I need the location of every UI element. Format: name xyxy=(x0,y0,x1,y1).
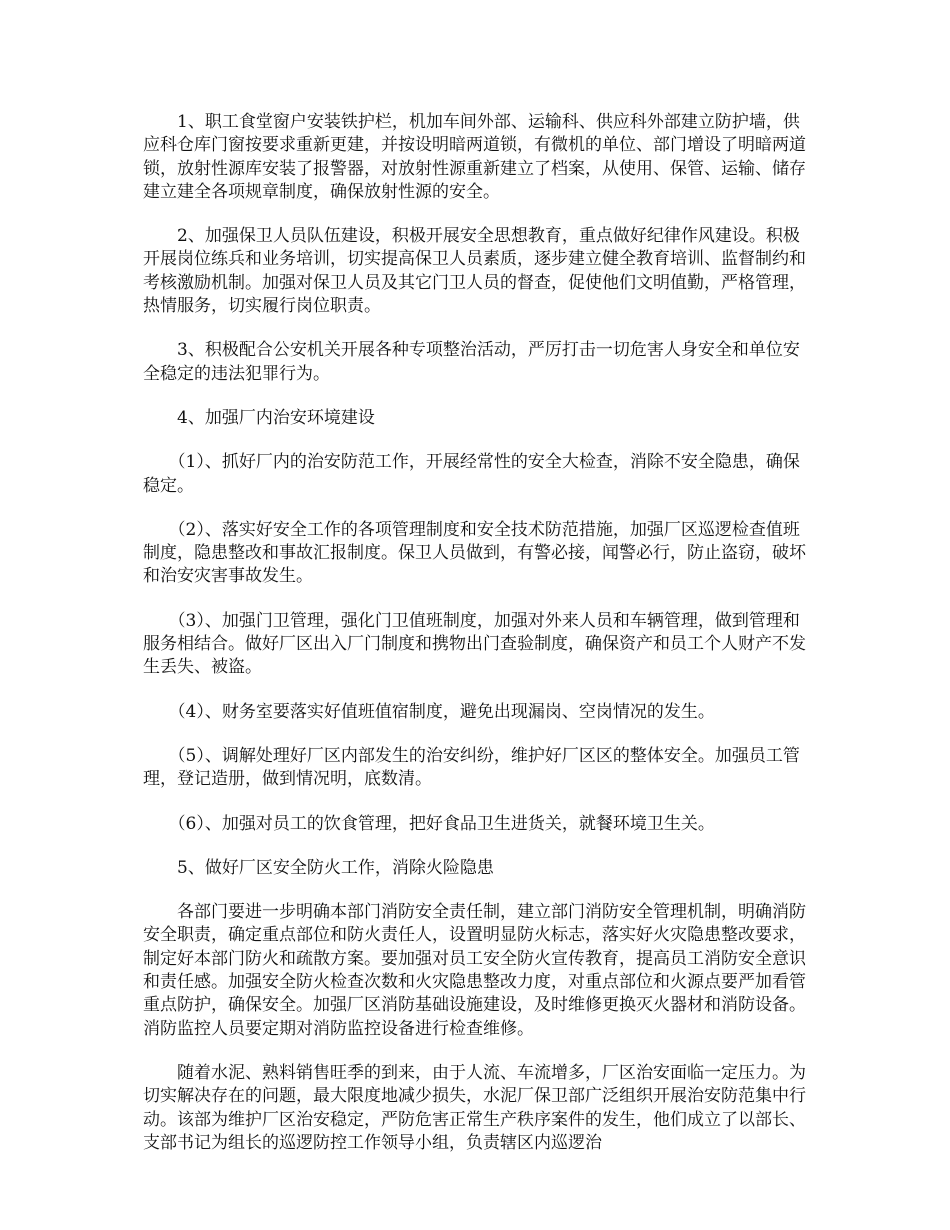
paragraph-1: 1、职工食堂窗户安装铁护栏，机加车间外部、运输科、供应科外部建立防护墙，供应科仓库门窗按要求重新更建，并按设明暗两道锁，有微机的单位、部门增设了明暗两道锁，放射性源库安装了报警器，对放射性源重新建立了档案，从使用、保管、运输、储存建立建全各项规章制度，确保放射性源的安全。 xyxy=(143,112,806,202)
paragraph-fire-safety: 各部门要进一步明确本部门消防安全责任制，建立部门消防安全管理机制，明确消防安全职责，确定重点部位和防火责任人，设置明显防火标志，落实好火灾隐患整改要求，制定好本部门防火和疏散方案。要加强对员工安全防火宣传教育，提高员工消防安全意识和责任感。加强安全防火检查次数和火灾隐患整改力度，对重点部位和火源点要严加看管重点防护，确保安全。加强厂区消防基础设施建设，及时维修更换灭火器材和消防设备。消防监控人员要定期对消防监控设备进行检查维修。 xyxy=(143,902,806,1039)
paragraph-3: 3、积极配合公安机关开展各种专项整治活动，严厉打击一切危害人身安全和单位安全稳定的违法犯罪行为。 xyxy=(143,340,800,384)
paragraph-2: 2、加强保卫人员队伍建设，积极开展安全思想教育，重点做好纪律作风建设。积极开展岗位练兵和业务培训，切实提高保卫人员素质，逐步建立健全教育培训、监督制约和考核激励机制。加强对保卫人员及其它门卫人员的督查，促使他们文明值勤，严格管理，热情服务，切实履行岗位职责。 xyxy=(143,226,806,317)
paragraph-4-3: （3）、加强门卫管理，强化门卫值班制度，加强对外来人员和车辆管理，做到管理和服务相结合。做好厂区出入厂门制度和携物出门查验制度，确保资产和员工个人财产不发生丢失、被盗。 xyxy=(143,610,806,678)
paragraph-patrol: 随着水泥、熟料销售旺季的到来，由于人流、车流增多，厂区治安面临一定压力。为切实解决存在的问题，最大限度地减少损失，水泥厂保卫部广泛组织开展治安防范集中行动。该部为维护厂区治安稳定，严防危害正常生产秩序案件的发生，他们成立了以部长、支部书记为组长的巡逻防控工作领导小组，负责辖区内巡逻治 xyxy=(143,1062,806,1153)
paragraph-4-5: （5）、调解处理好厂区内部发生的治安纠纷，维护好厂区区的整体安全。加强员工管理，登记造册，做到情况明，底数清。 xyxy=(143,745,800,790)
paragraph-4-2: （2）、落实好安全工作的各项管理制度和安全技术防范措施，加强厂区巡逻检查值班制度，隐患整改和事故汇报制度。保卫人员做到，有警必接，闻警必行，防止盗窃，破坏和治安灾害事故发生。 xyxy=(143,519,806,587)
paragraph-4-6: （6）、加强对员工的饮食管理，把好食品卫生进货关，就餐环境卫生关。 xyxy=(143,813,715,834)
paragraph-4-4: （4）、财务室要落实好值班值宿制度，避免出现漏岗、空岗情况的发生。 xyxy=(143,701,715,722)
paragraph-4-1: （1）、抓好厂内的治安防范工作，开展经常性的安全大检查，消除不安全隐患，确保稳定。 xyxy=(143,452,800,496)
document-page xyxy=(143,111,808,1176)
paragraph-4-heading: 4、加强厂内治安环境建设 xyxy=(143,407,375,428)
paragraph-5-heading: 5、做好厂区安全防火工作，消除火险隐患 xyxy=(143,857,494,878)
